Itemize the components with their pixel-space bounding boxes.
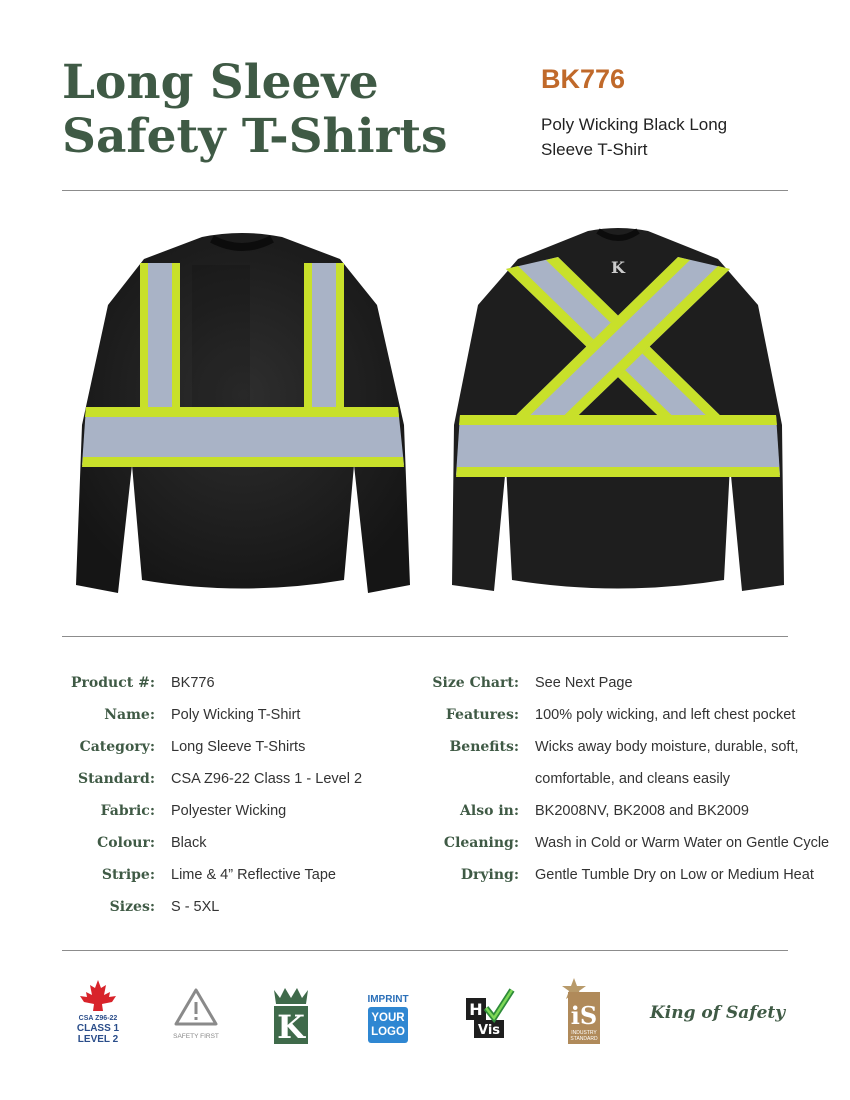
spec-label: Name: [104, 707, 155, 723]
spec-value: 100% poly wicking, and left chest pocket [535, 707, 796, 723]
spec-value: CSA Z96-22 Class 1 - Level 2 [171, 771, 363, 787]
spec-value: Wash in Cold or Warm Water on Gentle Cycle [535, 835, 830, 851]
product-code: BK776 [541, 64, 626, 94]
spec-label: Benefits: [449, 739, 519, 755]
svg-text:Vis: Vis [477, 1023, 501, 1038]
spec-label: Also in: [460, 803, 519, 819]
spec-label: Category: [79, 739, 155, 755]
spec-label: Drying: [460, 867, 519, 883]
spec-label: Sizes: [109, 899, 155, 915]
spec-value: Wicks away body moisture, durable, soft, [535, 739, 799, 755]
divider-bottom [62, 950, 788, 951]
spec-label: Features: [445, 707, 519, 723]
spec-label: Colour: [97, 835, 155, 851]
csa-class-text: CLASS 1 [76, 1023, 120, 1034]
spec-value: BK2008NV, BK2008 and BK2009 [535, 803, 749, 819]
spec-label: Fabric: [100, 803, 155, 819]
csa-level-text: LEVEL 2 [77, 1034, 119, 1045]
safety-first-text: SAFETY FIRST [173, 1033, 219, 1040]
spec-value: BK776 [171, 675, 215, 691]
divider-middle [62, 636, 788, 637]
imprint-logo-text: LOGO [371, 1026, 405, 1038]
hi-vis-check-icon [464, 978, 516, 1048]
page-title: Long Sleeve Safety T-Shirts [62, 55, 448, 164]
imprint-your-logo-badge [366, 978, 410, 1048]
shirt-back-image [448, 225, 788, 610]
hi-vis-logo [464, 978, 516, 1048]
king-crown-logo [268, 978, 314, 1048]
spec-label: Cleaning: [443, 835, 519, 851]
spec-label: Product #: [71, 675, 155, 691]
industry-text: INDUSTRY [571, 1030, 597, 1036]
csa-certification-logo [72, 978, 124, 1048]
king-of-safety-wordmark: King of Safety [650, 1003, 786, 1023]
spec-value: Black [171, 835, 207, 851]
svg-text:iS: iS [570, 1001, 598, 1030]
spec-value: S - 5XL [171, 899, 220, 915]
svg-text:K: K [611, 258, 625, 277]
warning-triangle-icon [168, 978, 224, 1028]
spec-value: comfortable, and cleans easily [535, 771, 731, 787]
spec-value: Lime & 4” Reflective Tape [171, 867, 336, 883]
spec-label: Stripe: [101, 867, 155, 883]
spec-value: See Next Page [535, 675, 633, 691]
product-subtitle: Poly Wicking Black Long Sleeve T-Shirt [541, 115, 728, 159]
spec-value: Long Sleeve T-Shirts [171, 739, 306, 755]
spec-value: Poly Wicking T-Shirt [171, 707, 301, 723]
shirt-front-image [72, 225, 412, 610]
crown-k-icon [268, 978, 314, 1048]
svg-text:H: H [469, 1000, 483, 1019]
imprint-your-text: YOUR [371, 1012, 405, 1024]
svg-text:K: K [277, 1008, 305, 1046]
imprint-text: IMPRINT [367, 994, 409, 1005]
maple-leaf-icon [72, 978, 124, 1014]
spec-value: Gentle Tumble Dry on Low or Medium Heat [535, 867, 814, 883]
standard-text: STANDARD [570, 1036, 598, 1042]
csa-standard-text: CSA Z96-22 [78, 1015, 118, 1022]
spec-value: Polyester Wicking [171, 803, 287, 819]
spec-label: Standard: [77, 771, 155, 787]
industry-standard-logo [560, 978, 608, 1048]
spec-label: Size Chart: [432, 675, 519, 691]
safety-first-logo [168, 978, 224, 1048]
divider-top [62, 190, 788, 191]
